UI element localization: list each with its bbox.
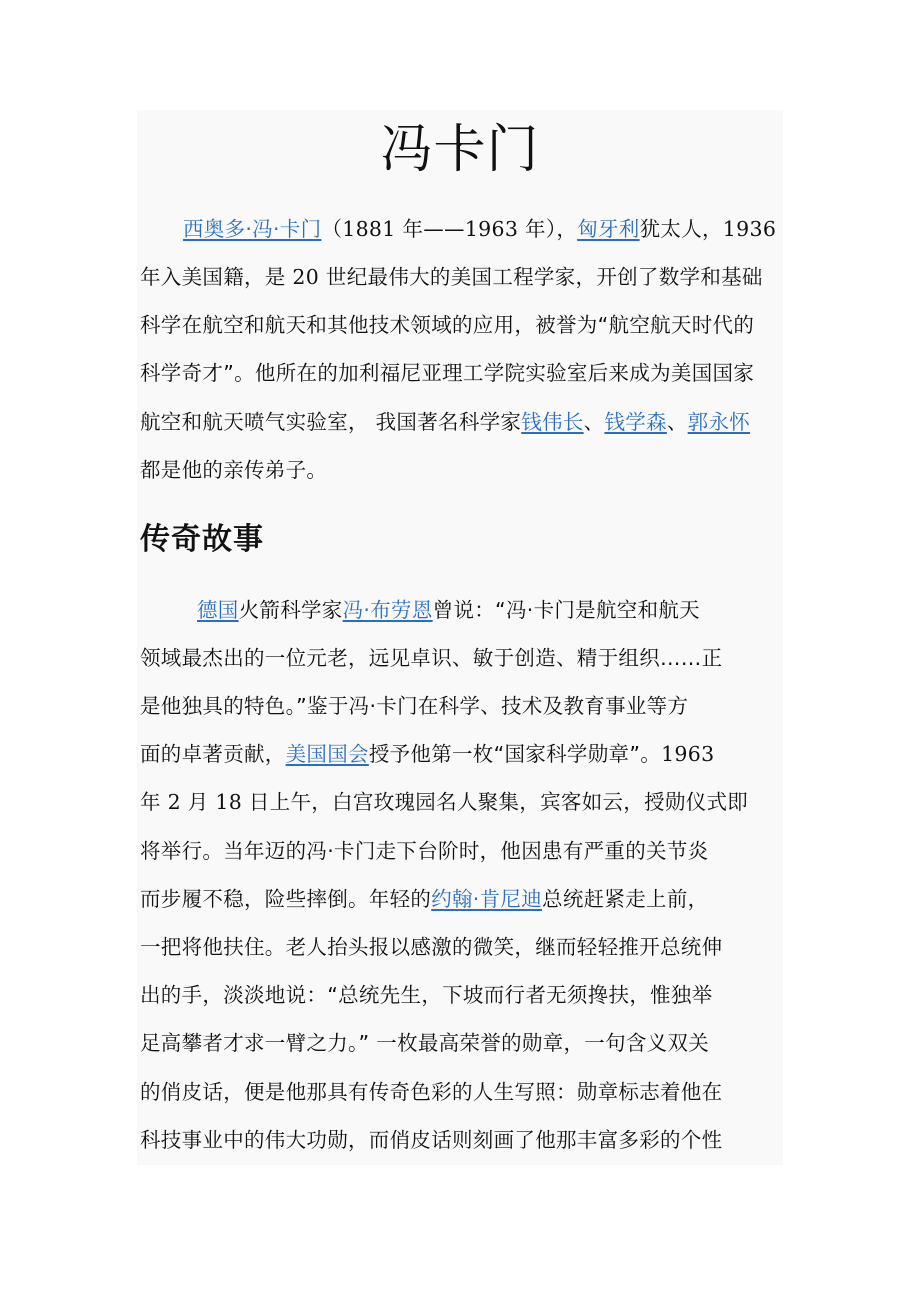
story-line-4: 面的卓著贡献，美国国会授予他第一枚“国家科学勋章”。1963 [140, 742, 715, 766]
intro-line-3: 科学在航空和航天和其他技术领域的应用，被誉为“航空航天时代的 [140, 313, 755, 337]
intro-line-1: 西奥多·冯·卡门（1881 年——1963 年），匈牙利犹太人，1936 [183, 217, 777, 241]
story-line-11: 的俏皮话，便是他那具有传奇色彩的人生写照：勋章标志着他在 [140, 1080, 723, 1104]
story-line-10: 足高攀者才求一臂之力。” 一枚最高荣誉的勋章，一句含义双关 [140, 1031, 710, 1055]
link-theodore-von-karman[interactable]: 西奥多·冯·卡门 [183, 217, 322, 241]
document-title: 冯卡门 [380, 120, 540, 180]
story-line-12: 科技事业中的伟大功勋，而俏皮话则刻画了他那丰富多彩的个性 [140, 1128, 723, 1152]
link-qian-xuesen[interactable]: 钱学森 [604, 410, 667, 434]
link-hungary[interactable]: 匈牙利 [577, 217, 640, 241]
link-john-kennedy[interactable]: 约翰·肯尼迪 [431, 887, 543, 911]
story-line-5: 年 2 月 18 日上午，白宫玫瑰园名人聚集，宾客如云，授勋仪式即 [140, 790, 749, 814]
section-heading: 传奇故事 [140, 522, 264, 557]
link-von-braun[interactable]: 冯·布劳恩 [342, 598, 433, 622]
story-line-8: 一把将他扶住。老人抬头报以感激的微笑，继而轻轻推开总统伸 [140, 935, 723, 959]
intro-line-4: 科学奇才”。他所在的加利福尼亚理工学院实验室后来成为美国国家 [140, 361, 755, 385]
link-us-congress[interactable]: 美国国会 [285, 742, 369, 766]
link-germany[interactable]: 德国 [197, 598, 239, 622]
story-line-7: 而步履不稳，险些摔倒。年轻的约翰·肯尼迪总统赶紧走上前， [140, 887, 709, 911]
intro-line-2: 年入美国籍，是 20 世纪最伟大的美国工程学家，开创了数学和基础 [140, 265, 763, 289]
story-line-3: 是他独具的特色。”鉴于冯·卡门在科学、技术及教育事业等方 [140, 694, 689, 718]
story-line-2: 领域最杰出的一位元老，远见卓识、敏于创造、精于组织……正 [140, 646, 723, 670]
link-qian-weichang[interactable]: 钱伟长 [521, 410, 584, 434]
intro-line-6: 都是他的亲传弟子。 [140, 458, 328, 482]
intro-line-5: 航空和航天喷气实验室， 我国著名科学家钱伟长、钱学森、郭永怀 [140, 410, 751, 434]
link-guo-yonghuai[interactable]: 郭永怀 [687, 410, 751, 434]
story-line-1: 德国火箭科学家冯·布劳恩曾说：“冯·卡门是航空和航天 [197, 598, 700, 622]
story-line-9: 出的手，淡淡地说：“总统先生，下坡而行者无须搀扶，惟独举 [140, 983, 713, 1007]
story-line-6: 将举行。当年迈的冯·卡门走下台阶时，他因患有严重的关节炎 [140, 839, 709, 863]
